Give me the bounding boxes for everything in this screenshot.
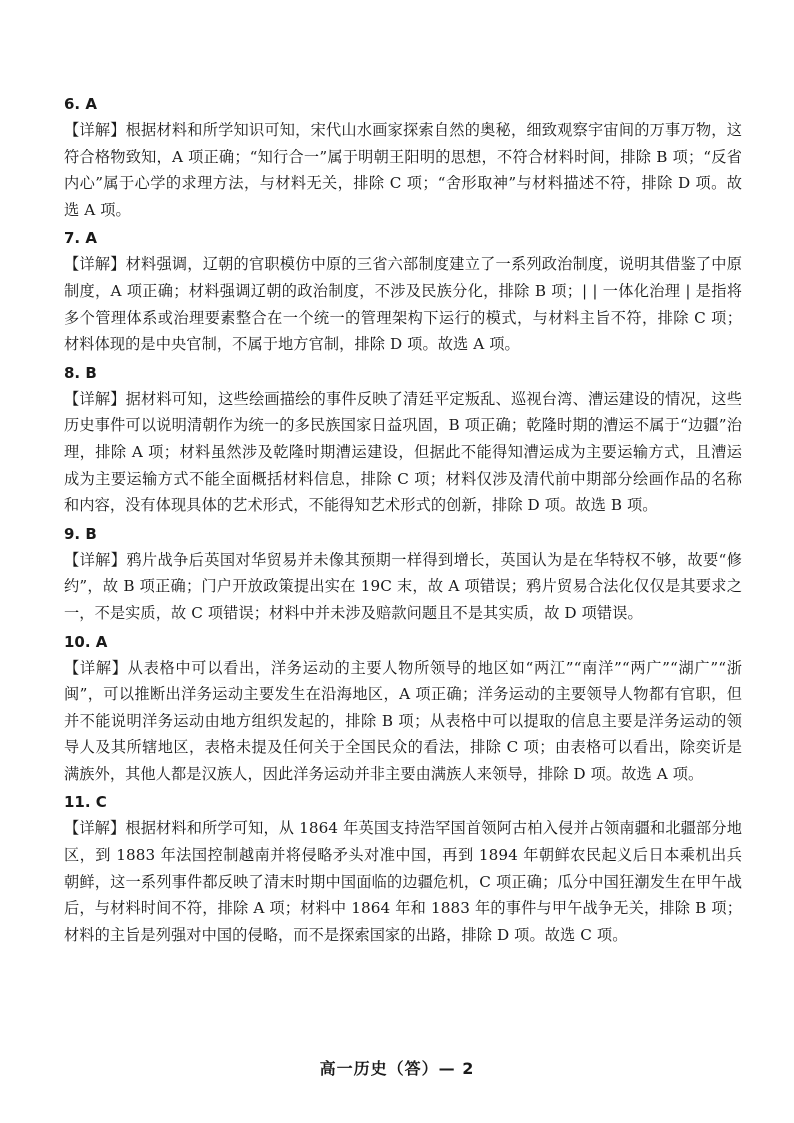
answer-explanation: 【详解】材料强调，辽朝的官职模仿中原的三省六部制度建立了一系列政治制度，说明其借鉴了中原制度，A 项正确；材料强调辽朝的政治制度，不涉及民族分化，排除 B 项；| | 一体化治理 | 是指将多个管理体系或治理要素整合在一个统一的管理架构下运行的模式，与材料主旨不符，排除 C 项；材料体现的是中央官制，不属于地方官制，排除 D 项。故选 A 项。 (64, 255, 742, 354)
answer-item-11 (64, 789, 742, 948)
answer-number: 6. A (64, 95, 97, 113)
answer-item-7 (64, 225, 742, 357)
answer-number: 8. B (64, 363, 97, 382)
answer-item-8 (64, 360, 742, 519)
answer-number: 7. A (64, 229, 97, 248)
answer-list (64, 91, 742, 950)
page-footer: 高一历史（答）— 2 (319, 1059, 475, 1078)
answer-item-6 (64, 91, 742, 223)
answer-item-10 (64, 629, 742, 788)
answer-explanation: 【详解】据材料可知，这些绘画描绘的事件反映了清廷平定叛乱、巡视台湾、漕运建设的情况，这些历史事件可以说明清朝作为统一的多民族国家日益巩固，B 项正确；乾隆时期的漕运不属于“边疆”治理，排除 A 项；材料虽然涉及乾隆时期漕运建设，但据此不能得知漕运成为主要运输方式，且漕运成为主要运输方式不能全面概括材料信息，排除 C 项；材料仅涉及清代前中期部分绘画作品的名称和内容，没有体现具体的艺术形式，不能得知艺术形式的创新，排除 D 项。故选 B 项。 (64, 389, 742, 515)
answer-explanation: 【详解】根据材料和所学可知，从 1864 年英国支持浩罕国首领阿古柏入侵并占领南疆和北疆部分地区，到 1883 年法国控制越南并将侵略矛头对准中国，再到 1894 年朝鲜农民起义后日本乘机出兵朝鲜，这一系列事件都反映了清末时期中国面临的边疆危机，C 项正确；瓜分中国狂潮发生在甲午战后，与材料时间不符，排除 A 项；材料中 1864 年和 1883 年的事件与甲午战争无关，排除 B 项；材料的主旨是列强对中国的侵略，而不是探索国家的出路，排除 D 项。故选 C 项。 (64, 819, 742, 944)
answer-number: 9. B (64, 524, 97, 543)
answer-item-9 (64, 521, 742, 627)
answer-number: 10. A (64, 632, 108, 651)
answer-explanation: 【详解】根据材料和所学知识可知，宋代山水画家探索自然的奥秘，细致观察宇宙间的万事万物，这符合格物致知，A 项正确；“知行合一”属于明朝王阳明的思想，不符合材料时间，排除 B 项；“反省内心”属于心学的求理方法，与材料无关，排除 C 项；“舍形取神”与材料描述不符，排除 D 项。故选 A 项。 (64, 121, 742, 219)
answer-number: 11. C (64, 793, 107, 812)
answer-explanation: 【详解】鸦片战争后英国对华贸易并未像其预期一样得到增长，英国认为是在华特权不够，故要“修约”，故 B 项正确；门户开放政策提出实在 19C 末，故 A 项错误；鸦片贸易合法化仅仅是其要求之一，不是实质，故 C 项错误；材料中并未涉及赔款问题且不是其实质，故 D 项错误。 (64, 550, 742, 622)
answer-explanation: 【详解】从表格中可以看出，洋务运动的主要人物所领导的地区如“两江”“南洋”“两广”“湖广”“浙闽”，可以推断出洋务运动主要发生在沿海地区，A 项正确；洋务运动的主要领导人物都有官职，但并不能说明洋务运动由地方组织发起的，排除 B 项；从表格中可以提取的信息主要是洋务运动的领导人及其所辖地区，表格未提及任何关于全国民众的看法，排除 C 项；由表格可以看出，除奕䜣是满族外，其他人都是汉族人，因此洋务运动并非主要由满族人来领导，排除 D 项。故选 A 项。 (64, 658, 742, 783)
